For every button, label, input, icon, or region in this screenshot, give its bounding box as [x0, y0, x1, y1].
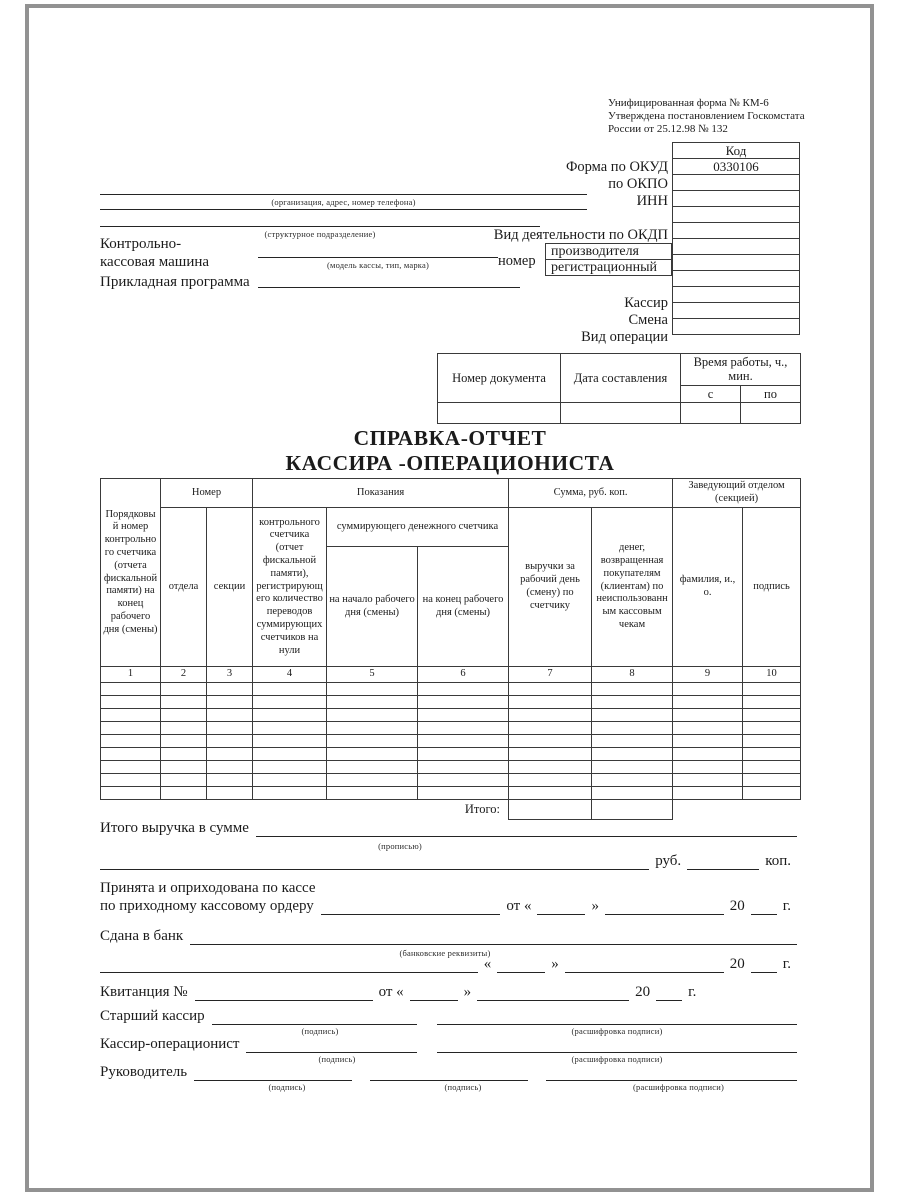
- form-title-line2: КАССИРА -ОПЕРАЦИОНИСТА: [285, 451, 615, 475]
- cash-order-row: [100, 898, 797, 915]
- time-from-cell: [681, 403, 741, 424]
- doc-date-header: Дата составления: [561, 354, 681, 403]
- signature-line: [212, 1009, 417, 1025]
- senior-cashier-row: [100, 1008, 797, 1025]
- table-row: [101, 695, 801, 708]
- day-line: [410, 985, 458, 1001]
- approval-line-3: России от 25.12.98 № 132: [608, 123, 728, 135]
- okdp-label: Вид деятельности по ОКДП: [493, 227, 668, 243]
- kkm-label-line1: Контрольно-: [100, 236, 182, 252]
- kkm-model-line: [258, 241, 498, 258]
- year-prefix: 20: [729, 898, 745, 914]
- col9-header: фамилия, и., о.: [673, 508, 743, 667]
- bank-line: [190, 929, 797, 945]
- accepted-label-line2: по приходному кассовому ордеру: [100, 898, 314, 914]
- registration-label: регистрационный: [545, 259, 672, 276]
- form-title-line1: СПРАВКА-ОТЧЕТ: [353, 426, 547, 450]
- division-line: [100, 210, 540, 227]
- col8-header: денег, возвращенная покупателям (клиентам) по неиспользованным кассовым чекам: [592, 508, 673, 667]
- col-number: 7: [509, 667, 592, 683]
- table-row: [101, 760, 801, 773]
- time-to-header: по: [741, 385, 801, 402]
- number-sublabels-box: [545, 244, 672, 276]
- signature-line: [370, 1065, 528, 1081]
- inn-label: ИНН: [636, 193, 668, 209]
- col-number: 5: [327, 667, 418, 683]
- year-prefix: 20: [635, 984, 651, 1000]
- application-line: [258, 271, 520, 288]
- close-quote: »: [591, 898, 599, 914]
- okpo-value-cell: [672, 174, 800, 191]
- signature-decode-caption: (расшифровка подписи): [571, 1026, 663, 1036]
- cashier-value-cell: [672, 286, 800, 303]
- rub-label: руб.: [655, 853, 682, 869]
- signature-caption: (подпись): [444, 1082, 482, 1092]
- signature-caption: (подпись): [318, 1054, 356, 1064]
- bank-date-row: [100, 956, 797, 973]
- senior-cashier-label: Старший кассир: [100, 1008, 205, 1024]
- organization-line-2: [100, 193, 587, 210]
- signature-decode-caption: (расшифровка подписи): [633, 1082, 724, 1092]
- col1-header: Порядковый номер контрольного счетчика (отчета фискальной памяти) на конец рабочего дня (смены): [101, 479, 161, 667]
- year-suffix: г.: [782, 898, 791, 914]
- year-line: [751, 899, 777, 915]
- col-number: 4: [253, 667, 327, 683]
- receipt-label: Квитанция №: [100, 984, 188, 1000]
- total-revenue-row: [100, 820, 797, 837]
- cashier-operator-row: [100, 1036, 797, 1053]
- words-caption: (прописью): [378, 841, 422, 851]
- organization-caption: (организация, адрес, номер телефона): [271, 197, 416, 207]
- bank-details-line: [100, 957, 478, 973]
- time-from-header: с: [681, 385, 741, 402]
- col-number: 1: [101, 667, 161, 683]
- readings-group-header: Показания: [253, 479, 509, 508]
- table-row: [101, 747, 801, 760]
- ot-open-quote: от «: [506, 898, 532, 914]
- signature-line: [194, 1065, 352, 1081]
- col7-header: выручки за рабочий день (смену) по счетчику: [509, 508, 592, 667]
- close-quote: »: [551, 956, 559, 972]
- number-label: номер: [498, 253, 536, 269]
- manufacturer-label: производителя: [545, 243, 672, 260]
- col4-header: контрольного счетчика (отчет фискальной памяти), регистрирующего количество переводов суммирующих счетчиков на нули: [253, 508, 327, 667]
- cashier-label: Кассир: [624, 295, 668, 311]
- month-line: [477, 985, 629, 1001]
- empty-value-cell: [672, 270, 800, 287]
- year-prefix: 20: [729, 956, 745, 972]
- bank-label: Сдана в банк: [100, 928, 184, 944]
- doc-number-header: Номер документа: [438, 354, 561, 403]
- year-line: [656, 985, 682, 1001]
- doc-date-cell: [561, 403, 681, 424]
- year-suffix: г.: [782, 956, 791, 972]
- main-report-table: [100, 478, 801, 820]
- application-label: Прикладная программа: [100, 274, 250, 290]
- total-revenue-line: [256, 821, 797, 837]
- operation-value-cell: [672, 318, 800, 335]
- time-to-cell: [741, 403, 801, 424]
- empty-value-cell: [672, 206, 800, 223]
- signature-decode-line: [437, 1009, 797, 1025]
- signature-line: [246, 1037, 417, 1053]
- receipt-row: [100, 984, 702, 1001]
- amount-words-line: [100, 854, 649, 870]
- okud-label: Форма по ОКУД: [565, 159, 668, 175]
- month-line: [605, 899, 724, 915]
- summing-counter-group-header: суммирующего денежного счетчика: [327, 508, 509, 547]
- day-line: [497, 957, 545, 973]
- col2-header: отдела: [161, 508, 207, 667]
- okdp-value-cell: [672, 222, 800, 239]
- document-header-table: [437, 353, 801, 424]
- kkm-label-line2: кассовая машина: [100, 254, 210, 270]
- kkm-model-caption: (модель кассы, тип, марка): [326, 260, 430, 270]
- code-table: [672, 142, 800, 335]
- number-group-header: Номер: [161, 479, 253, 508]
- accepted-label-line1: Принята и оприходована по кассе: [100, 880, 316, 896]
- itogo-revenue-cell: [509, 799, 592, 819]
- signature-decode-caption: (расшифровка подписи): [571, 1054, 663, 1064]
- itogo-returned-cell: [592, 799, 673, 819]
- total-revenue-label: Итого выручка в сумме: [100, 820, 249, 836]
- sum-group-header: Сумма, руб. коп.: [509, 479, 673, 508]
- rub-kop-row: [100, 853, 797, 870]
- department-head-group-header: Заведующий отделом (секцией): [673, 479, 801, 508]
- approval-note: [608, 97, 878, 136]
- division-caption: (структурное подразделение): [264, 229, 376, 239]
- head-label: Руководитель: [100, 1064, 188, 1080]
- okud-value-cell: 0330106: [672, 158, 800, 175]
- col10-header: подпись: [743, 508, 801, 667]
- receipt-number-line: [195, 985, 373, 1001]
- doc-time-header: Время работы, ч., мин.: [681, 354, 801, 386]
- kop-line: [687, 854, 759, 870]
- col-number: 6: [418, 667, 509, 683]
- col-number: 10: [743, 667, 801, 683]
- col-number: 2: [161, 667, 207, 683]
- year-line: [751, 957, 777, 973]
- registration-number-value-cell: [672, 254, 800, 271]
- col-number: 8: [592, 667, 673, 683]
- okpo-label: по ОКПО: [608, 176, 668, 192]
- open-quote: «: [483, 956, 492, 972]
- signature-decode-line: [546, 1065, 797, 1081]
- year-suffix: г.: [688, 984, 697, 1000]
- head-row: [100, 1064, 797, 1081]
- code-header-cell: Код: [672, 142, 800, 159]
- table-row: [101, 682, 801, 695]
- doc-number-cell: [438, 403, 561, 424]
- bank-caption: (банковские реквизиты): [399, 948, 491, 958]
- col-number: 3: [207, 667, 253, 683]
- col3-header: секции: [207, 508, 253, 667]
- signature-caption: (подпись): [268, 1082, 306, 1092]
- signature-caption: (подпись): [301, 1026, 339, 1036]
- operation-label: Вид операции: [581, 329, 668, 345]
- table-row: [101, 721, 801, 734]
- approval-line-2: Утверждена постановлением Госкомстата: [608, 110, 805, 122]
- table-row: [101, 734, 801, 747]
- bank-row: [100, 928, 797, 945]
- col6-header: на конец рабочего дня (смены): [418, 547, 509, 667]
- table-row: [101, 708, 801, 721]
- approval-line-1: Унифицированная форма № КМ-6: [608, 97, 769, 109]
- cashier-operator-label: Кассир-операционист: [100, 1036, 240, 1052]
- itogo-label: Итого:: [464, 801, 501, 816]
- shift-label: Смена: [628, 312, 668, 328]
- manufacturer-number-value-cell: [672, 238, 800, 255]
- cash-order-number-line: [321, 899, 501, 915]
- day-line: [537, 899, 585, 915]
- form-title: [100, 426, 800, 476]
- table-row: [101, 786, 801, 799]
- col5-header: на начало рабочего дня (смены): [327, 547, 418, 667]
- kop-label: коп.: [765, 853, 791, 869]
- close-quote: »: [463, 984, 472, 1000]
- month-line: [565, 957, 724, 973]
- inn-value-cell: [672, 190, 800, 207]
- shift-value-cell: [672, 302, 800, 319]
- table-row: [101, 773, 801, 786]
- ot-open-quote: от «: [378, 984, 404, 1000]
- signature-decode-line: [437, 1037, 797, 1053]
- col-number: 9: [673, 667, 743, 683]
